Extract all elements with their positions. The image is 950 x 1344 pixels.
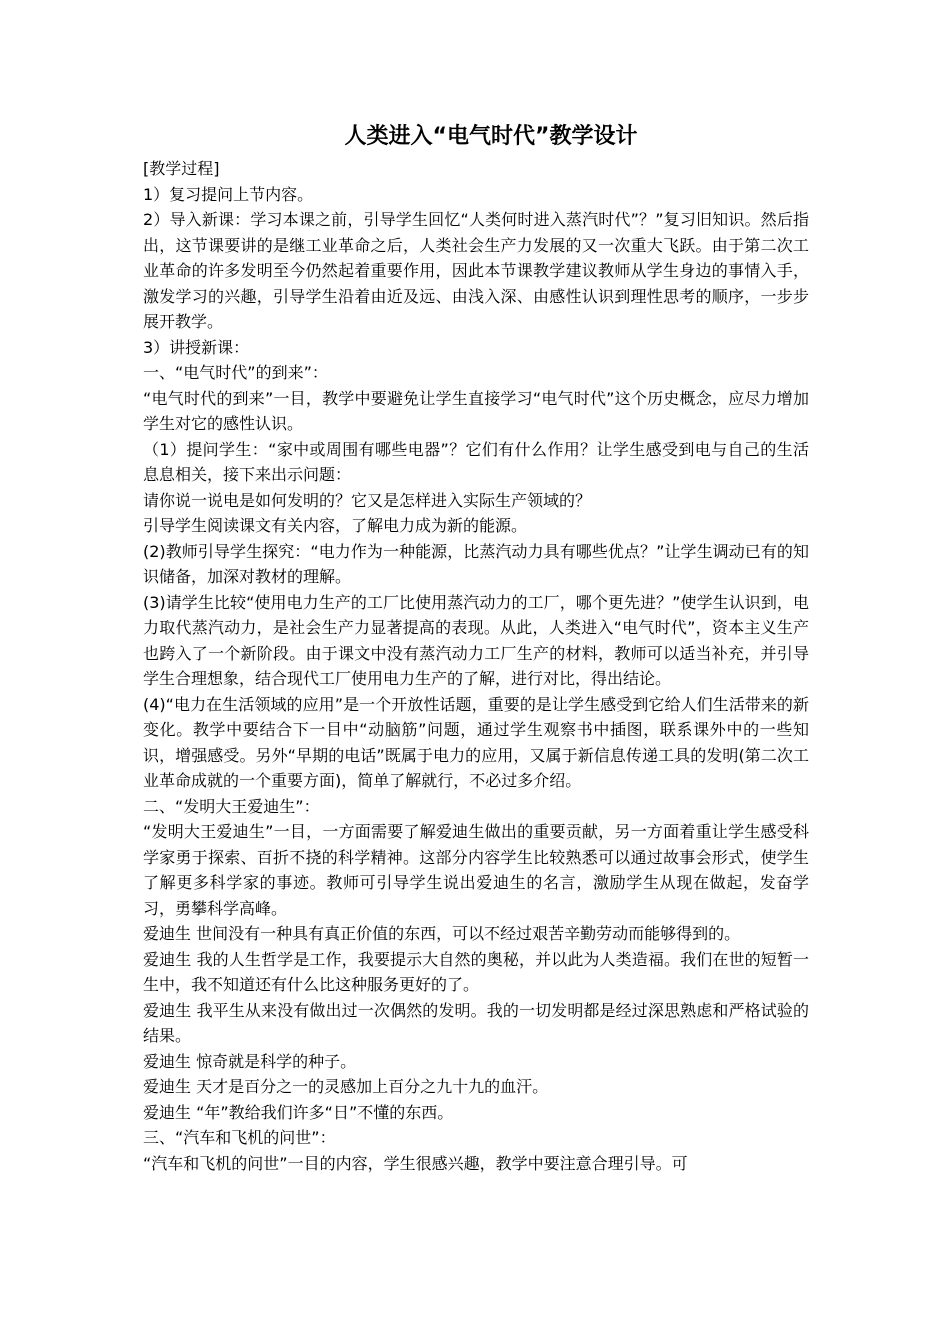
paragraph: 请你说一说电是如何发明的？它又是怎样进入实际生产领域的？ <box>143 490 592 510</box>
paragraph: “汽车和飞机的问世”一目的内容，学生很感兴趣，教学中要注意合理引导。可 <box>143 1153 688 1173</box>
quote: 爱迪生 天才是百分之一的灵感加上百分之九十九的血汗。 <box>143 1077 549 1096</box>
quote: 爱迪生 我平生从来没有做出过一次偶然的发明。我的一切发明都是经过深思熟虑和严格试验的结果。 <box>143 1000 809 1045</box>
paragraph: （1）提问学生：“家中或周围有哪些电器”？它们有什么作用？让学生感受到电与自己的生活息息相关，接下来出示问题： <box>143 439 809 484</box>
paragraph: 引导学生阅读课文有关内容，了解电力成为新的能源。 <box>143 516 528 535</box>
paragraph: 1）复习提问上节内容。 <box>143 184 314 204</box>
paragraph: “电气时代的到来”一目，教学中要避免让学生直接学习“电气时代”这个历史概念，应尽力增加学生对它的感性认识。 <box>143 388 809 433</box>
quote: 爱迪生 惊奇就是科学的种子。 <box>143 1051 357 1071</box>
paragraph: “发明大王爱迪生”一目，一方面需要了解爱迪生做出的重要贡献，另一方面着重让学生感受科学家勇于探索、百折不挠的科学精神。这部分内容学生比较熟悉可以通过故事会形式，使学生了解更多科学家的事迹。教师可引导学生说出爱迪生的名言，激励学生从现在做起，发奋学习，勇攀科学高峰。 <box>143 822 809 918</box>
paragraph: (4)“电力在生活领域的应用”是一个开放性话题，重要的是让学生感受到它给人们生活带来的新变化。教学中要结合下一目中“动脑筋”问题，通过学生观察书中插图，联系课外中的一些知识，增强感受。另外“早期的电话”既属于电力的应用，又属于新信息传递工具的发明(第二次工业革命成就的一个重要方面)，简单了解就行，不必过多介绍。 <box>143 694 809 790</box>
paragraph: 3）讲授新课： <box>143 337 250 357</box>
document-page <box>143 118 809 1176</box>
quote: 爱迪生 世间没有一种具有真正价值的东西，可以不经过艰苦辛勤劳动而能够得到的。 <box>143 924 741 943</box>
section-heading: 三、“汽车和飞机的问世”： <box>143 1128 336 1147</box>
paragraph: 2）导入新课：学习本课之前，引导学生回忆“人类何时进入蒸汽时代”？”复习旧知识。然后指出，这节课要讲的是继工业革命之后，人类社会生产力发展的又一次重大飞跃。由于第二次工业革命的许多发明至今仍然起着重要作用，因此本节课教学建议教师从学生身边的事情入手，激发学习的兴趣，引导学生沿着由近及远、由浅入深、由感性认识到理性思考的顺序，一步步展开教学。 <box>143 210 809 331</box>
section-label: [教学过程] <box>143 159 220 178</box>
section-heading: 二、“发明大王爱迪生”： <box>143 796 320 816</box>
paragraph: (3)请学生比较“使用电力生产的工厂比使用蒸汽动力的工厂，哪个更先进？”使学生认识到，电力取代蒸汽动力，是社会生产力显著提高的表现。从此，人类进入“电气时代”，资本主义生产也跨入了一个新阶段。由于课文中没有蒸汽动力工厂生产的材料，教师可以适当补充，并引导学生合理想象，结合现代工厂使用电力生产的了解，进行对比，得出结论。 <box>143 592 809 688</box>
quote: 爱迪生 “年”教给我们许多“日”不懂的东西。 <box>143 1102 454 1122</box>
quote: 爱迪生 我的人生哲学是工作，我要提示大自然的奥秘，并以此为人类造福。我们在世的短暂一生中，我不知道还有什么比这种服务更好的了。 <box>143 949 809 994</box>
section-heading: 一、“电气时代”的到来”： <box>143 363 328 382</box>
document-title: 人类进入“电气时代”教学设计 <box>344 124 638 149</box>
paragraph: (2)教师引导学生探究：“电力作为一种能源，比蒸汽动力具有哪些优点？”让学生调动已有的知识储备，加深对教材的理解。 <box>143 541 809 586</box>
